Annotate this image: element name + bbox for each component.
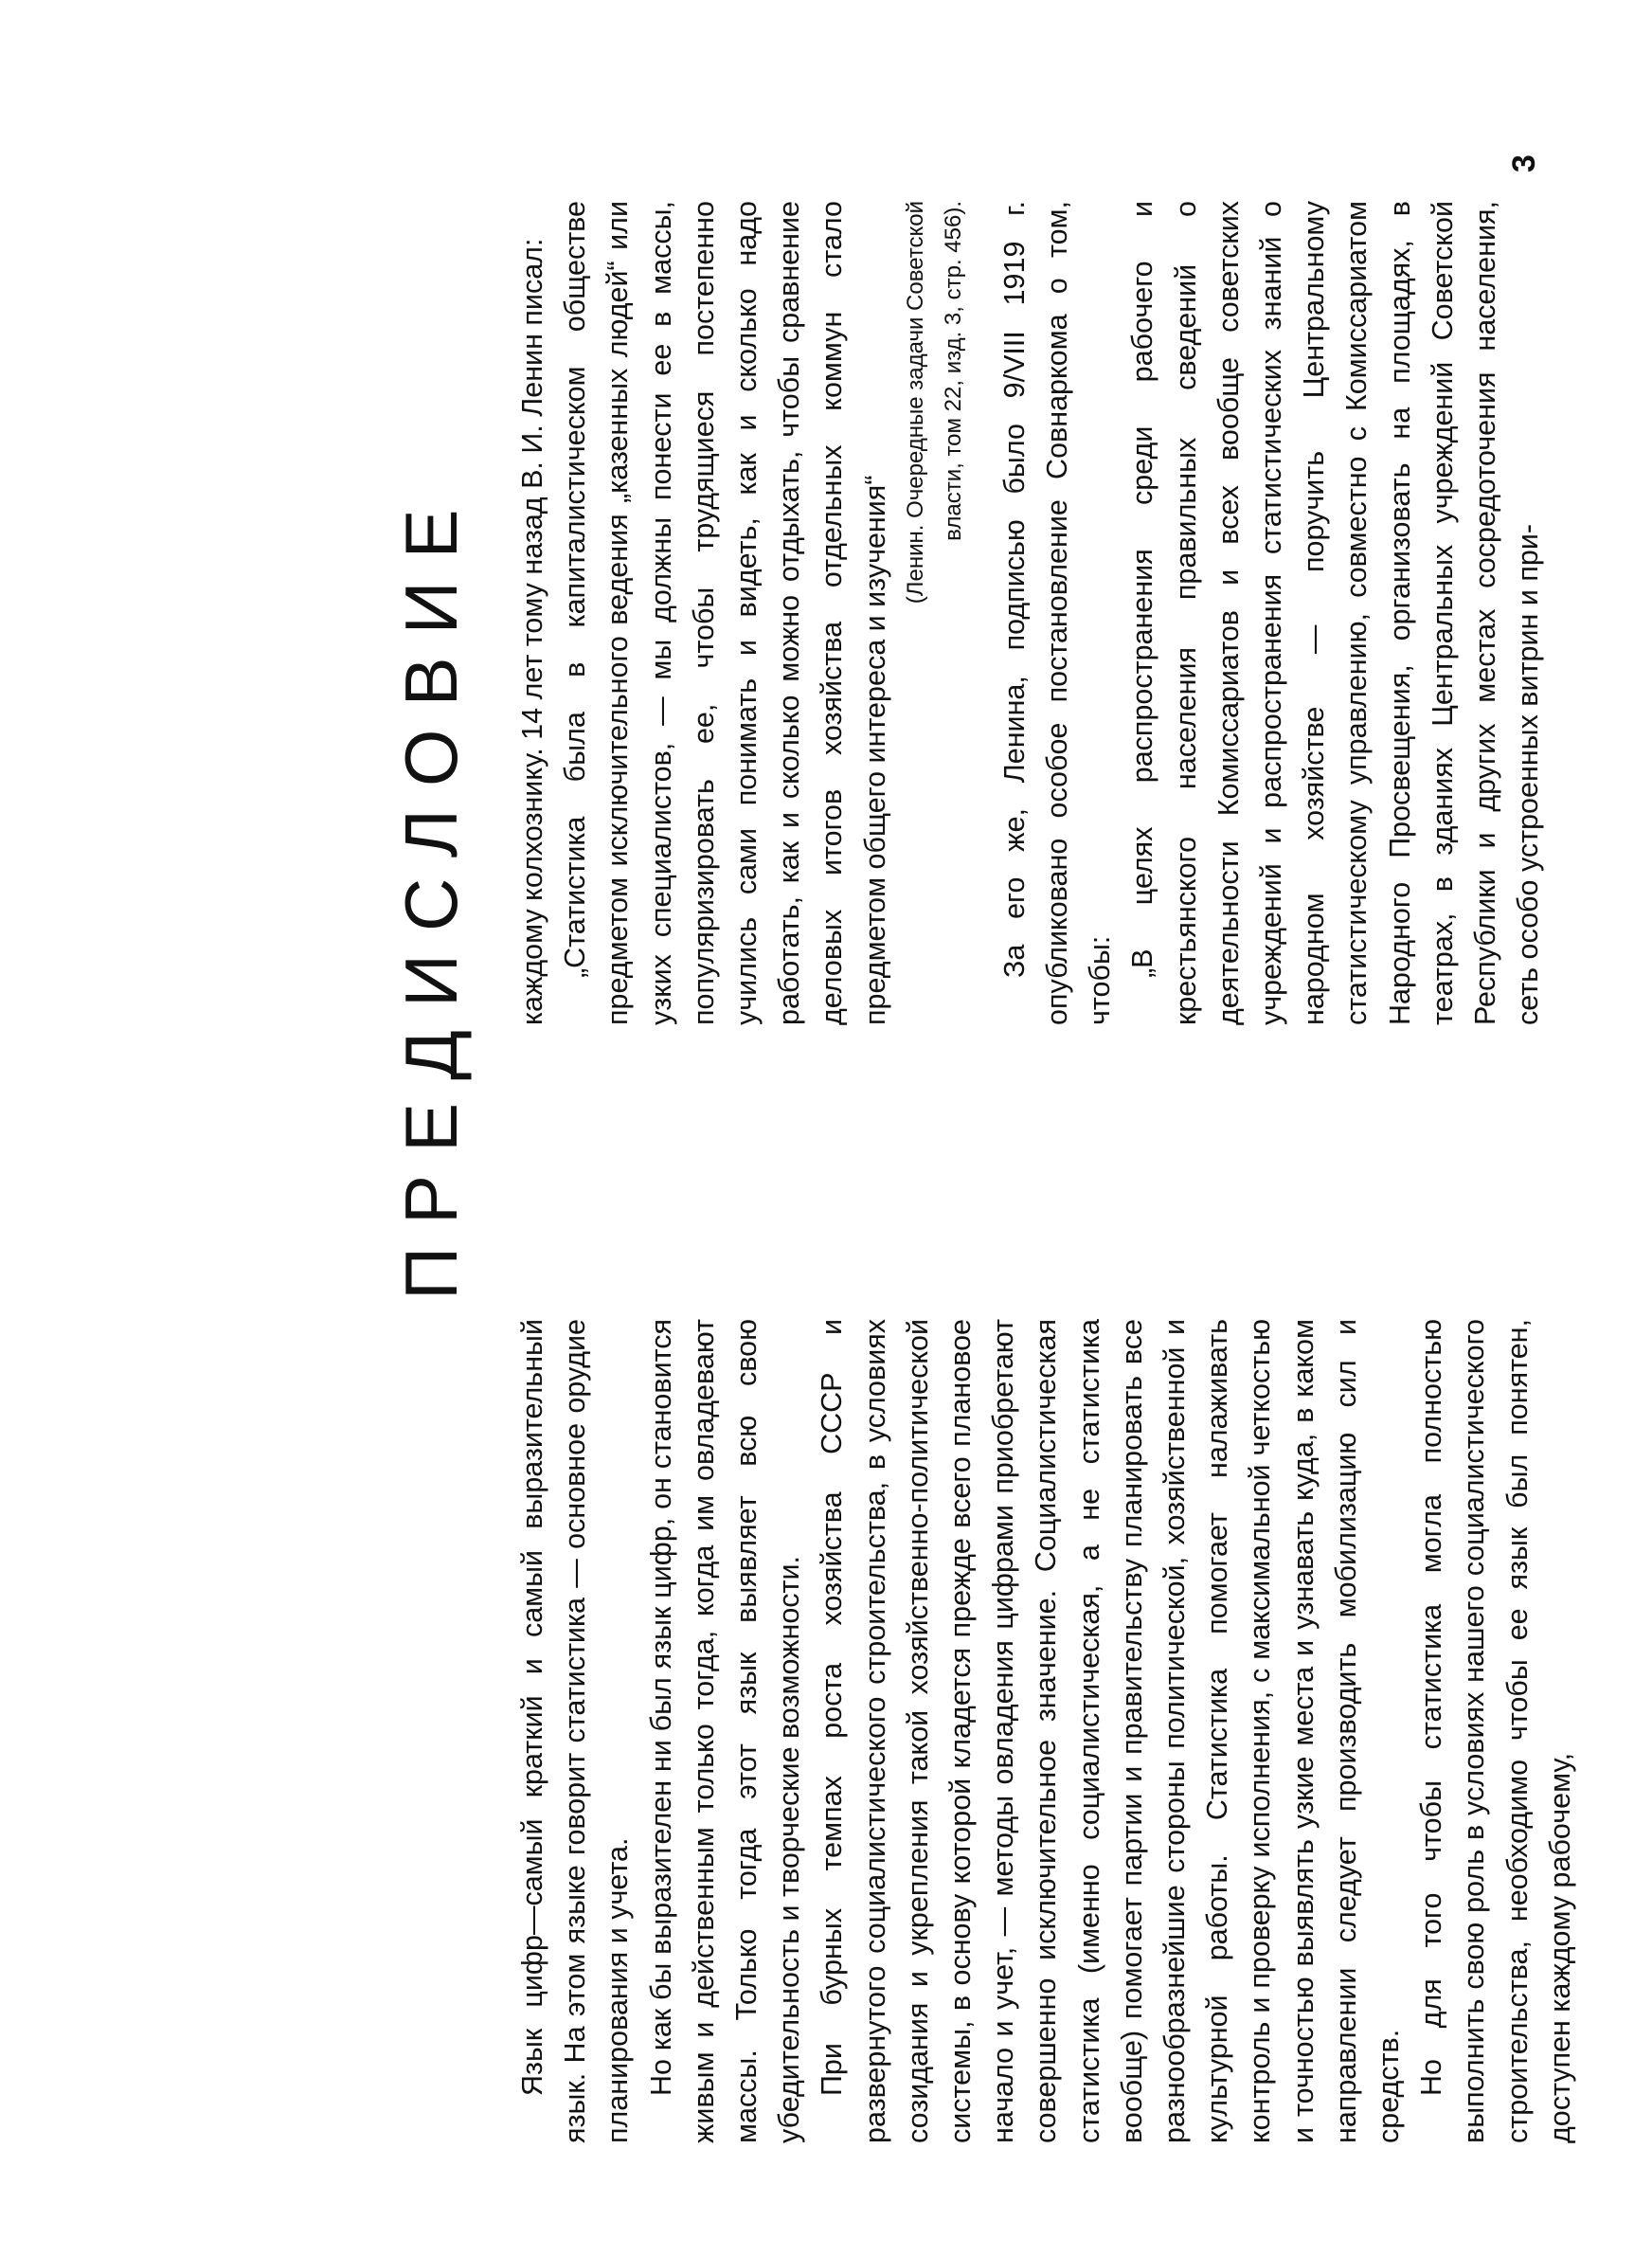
paragraph-2: Но как бы выразителен ни был язык цифр, он становится живым и действенным только тогда, когда им овладевают массы. Только тогда этот язык выявляет всю свою убедительность и творческие возможности. xyxy=(644,1319,806,2143)
paragraph-3: При бурных темпах роста хозяйства СССР и развернутого социалистического строительства, в условиях созидания и укрепления такой хозяйственно-политической системы, в основу которой кладется прежде всего плановое начало и учет, — методы овладения цифрами приобретают совершенно исключительное значение. Социалистическая статистика (именно социалистическая, а не статистика вообще) помогает партии и правительству планировать все разнообразнейшие стороны политической, хозяйственной и культурной работы. Статистика помогает налаживать контроль и проверку исполнения, с максимальной четкостью и точностью выявлять узкие места и узнавать куда, в каком направлении следует производить мобилизацию сил и средств. xyxy=(816,1319,1406,2143)
left-text-column xyxy=(512,1319,1582,2143)
decree-paragraph: За его же, Ленина, подписью было 9/VIII 1919 г. опубликовано особое постановление Совнаркома о том, чтобы: xyxy=(997,201,1117,1025)
paragraph-4: Но для того чтобы статистика могла полностью выполнить свою роль в условиях нашего социалистического строительства, необходимо чтобы ее язык был понятен, доступен каждому рабочему, xyxy=(1415,1319,1576,2143)
decree-quote: „В целях распространения среди рабочего и крестьянского населения правильных сведений о деятельности Комиссариатов и всех вообще советских учреждений и распространения статистических знаний о народном хозяйстве — поручить Центральному статистическому управлению, совместно с Комиссариатом Народного Просвещения, организовать на площадях, в театрах, в зданиях Центральных учреждений Советской Республики и других местах сосредоточения населения, сеть особо устроенных витрин и при- xyxy=(1126,201,1545,1025)
right-text-column xyxy=(512,201,1550,1025)
lenin-quote-statistics: „Статистика была в капиталистическом обществе предметом исключительного ведения „казенных людей“ или узких специалистов, — мы должны понести ее в массы, популяризировать ее, чтобы трудящиеся постепенно учились сами понимать и видеть, как и сколько надо работать, как и сколько можно отдыхать, чтобы сравнение деловых итогов хозяйства отдельных коммун стало предметом общего интереса и изучения“ xyxy=(559,201,891,1025)
quote-citation: (Ленин. Очередные задачи Советской власти, том 22, изд. 3, стр. 456). xyxy=(902,201,966,605)
continuation-paragraph: каждому колхознику. 14 лет тому назад В. И. Ленин писал: xyxy=(516,238,548,1025)
page-title: ПРЕДИСЛОВИЕ xyxy=(389,486,473,1300)
paragraph-1: Язык цифр—самый краткий и самый выразительный язык. На этом языке говорит статистика — основное орудие планирования и учета. xyxy=(516,1319,635,2143)
page-number: 3 xyxy=(1506,154,1542,172)
